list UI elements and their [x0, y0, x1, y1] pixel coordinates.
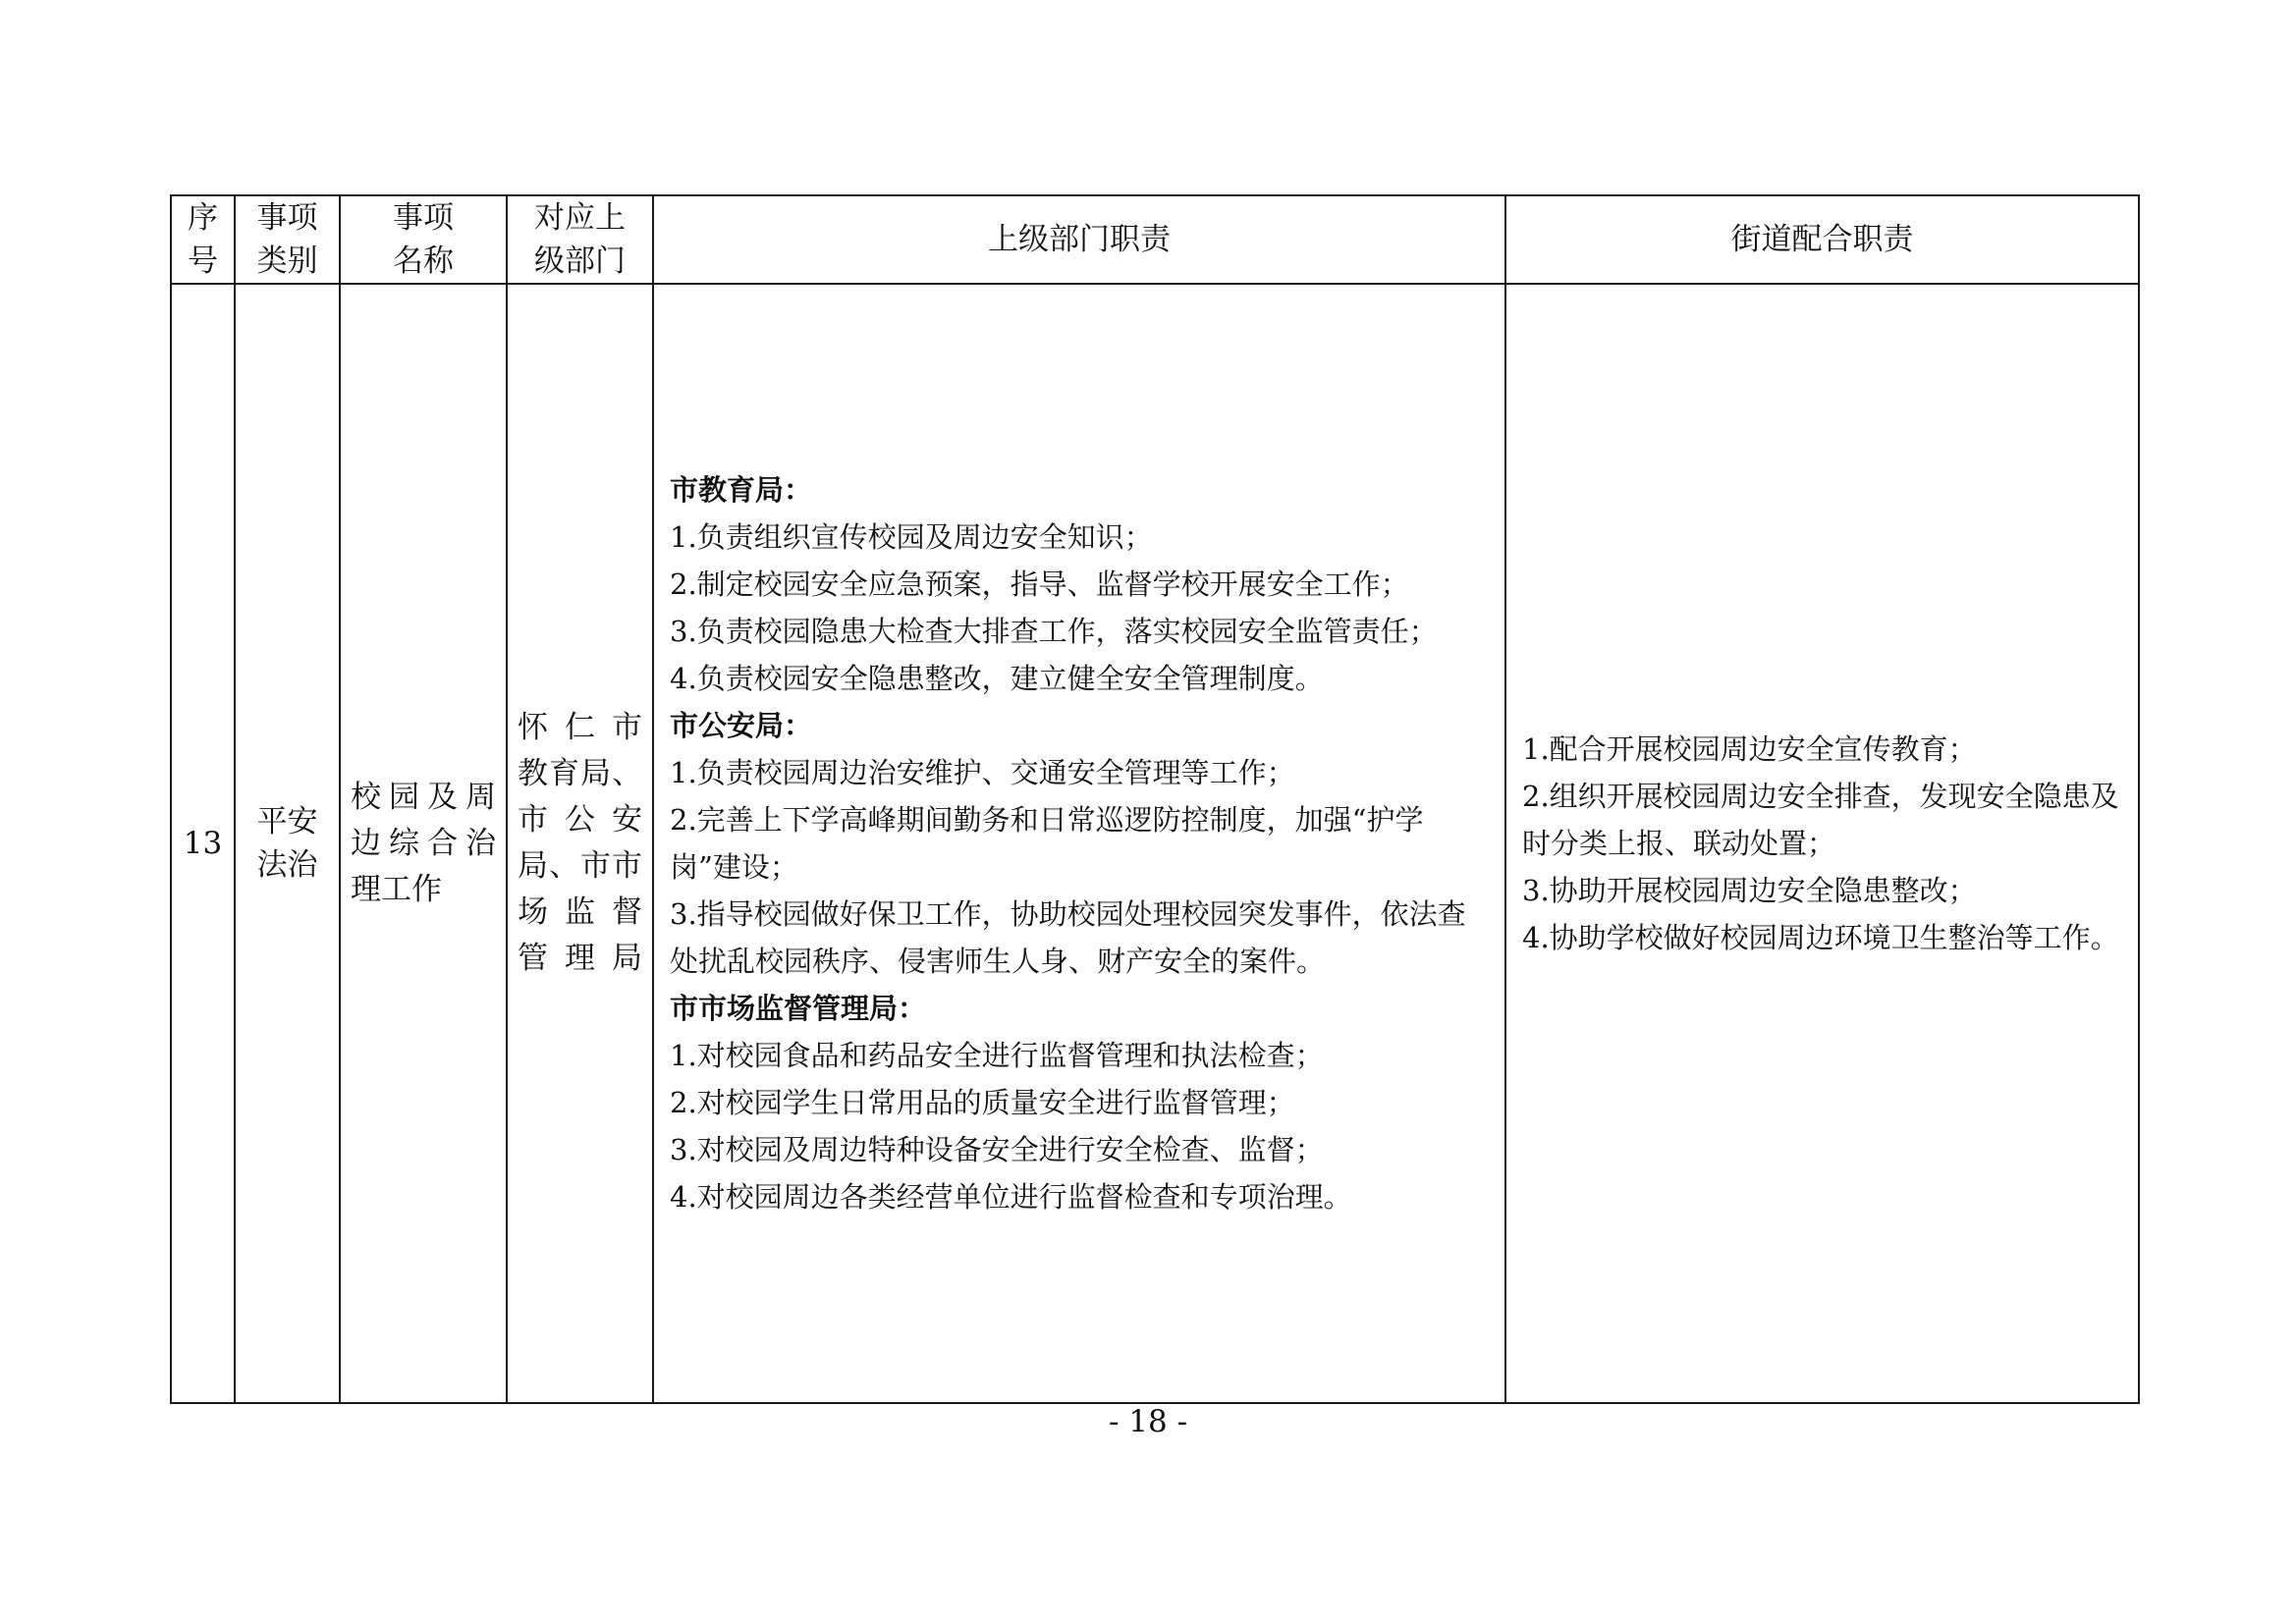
duty-dept-heading: 市市场监督管理局：: [670, 992, 927, 1025]
header-category: 事项 类别: [235, 195, 340, 284]
header-item-name: 事项 名称: [340, 195, 507, 284]
duty-item: 1.负责校园周边治安维护、交通安全管理等工作；: [670, 756, 1295, 789]
duty-item: 4.对校园周边各类经营单位进行监督检查和专项治理。: [670, 1180, 1352, 1214]
duty-block-public-security: [670, 702, 1491, 985]
duty-item: 1.对校园食品和药品安全进行监督管理和执法检查；: [670, 1039, 1324, 1072]
street-duty-item: 2.组织开展校园周边安全排查，发现安全隐患及时分类上报、联动处置；: [1522, 780, 2119, 860]
header-street-duty: 街道配合职责: [1505, 195, 2139, 284]
header-upper-dept: 对应上 级部门: [507, 195, 653, 284]
cell-seq: 13: [171, 284, 235, 1403]
duty-item: 3.对校园及周边特种设备安全进行安全检查、监督；: [670, 1133, 1324, 1166]
duty-dept-heading: 市教育局：: [670, 473, 813, 507]
cell-upper-dept: 怀仁市 教育局、 市公安 局、市市 场监督 管理局: [507, 284, 653, 1403]
duty-item: 1.负责组织宣传校园及周边安全知识；: [670, 520, 1153, 554]
table-row: [171, 284, 2139, 1403]
cell-street-duty: [1505, 284, 2139, 1403]
page-number: - 18 -: [1108, 1404, 1188, 1439]
duty-item: 2.制定校园安全应急预案，指导、监督学校开展安全工作；: [670, 568, 1409, 601]
duty-block-education: [670, 466, 1491, 702]
header-upper-duty: 上级部门职责: [653, 195, 1505, 284]
header-seq: 序 号: [171, 195, 235, 284]
street-duty-item: 4.协助学校做好校园周边环境卫生整治等工作。: [1522, 921, 2119, 954]
duty-item: 3.负责校园隐患大检查大排查工作，落实校园安全监管责任；: [670, 615, 1438, 648]
duty-block-market-supervision: [670, 985, 1491, 1220]
cell-item-name: 校园及周 边综合治 理工作: [340, 284, 507, 1403]
duty-item: 2.完善上下学高峰期间勤务和日常巡逻防控制度，加强“护学岗”建设；: [670, 803, 1424, 884]
duty-item: 4.负责校园安全隐患整改，建立健全安全管理制度。: [670, 662, 1324, 695]
duty-dept-heading: 市公安局：: [670, 709, 813, 742]
table-header-row: [171, 195, 2139, 284]
street-duty-item: 3.协助开展校园周边安全隐患整改；: [1522, 874, 1977, 907]
cell-category: 平安 法治: [235, 284, 340, 1403]
cell-upper-duty: [653, 284, 1505, 1403]
duty-item: 2.对校园学生日常用品的质量安全进行监督管理；: [670, 1086, 1295, 1119]
responsibility-table: [170, 194, 2140, 1404]
street-duty-item: 1.配合开展校园周边安全宣传教育；: [1522, 732, 1977, 766]
duty-item: 3.指导校园做好保卫工作，协助校园处理校园突发事件，依法查处扰乱校园秩序、侵害师生人身、财产安全的案件。: [670, 897, 1466, 978]
